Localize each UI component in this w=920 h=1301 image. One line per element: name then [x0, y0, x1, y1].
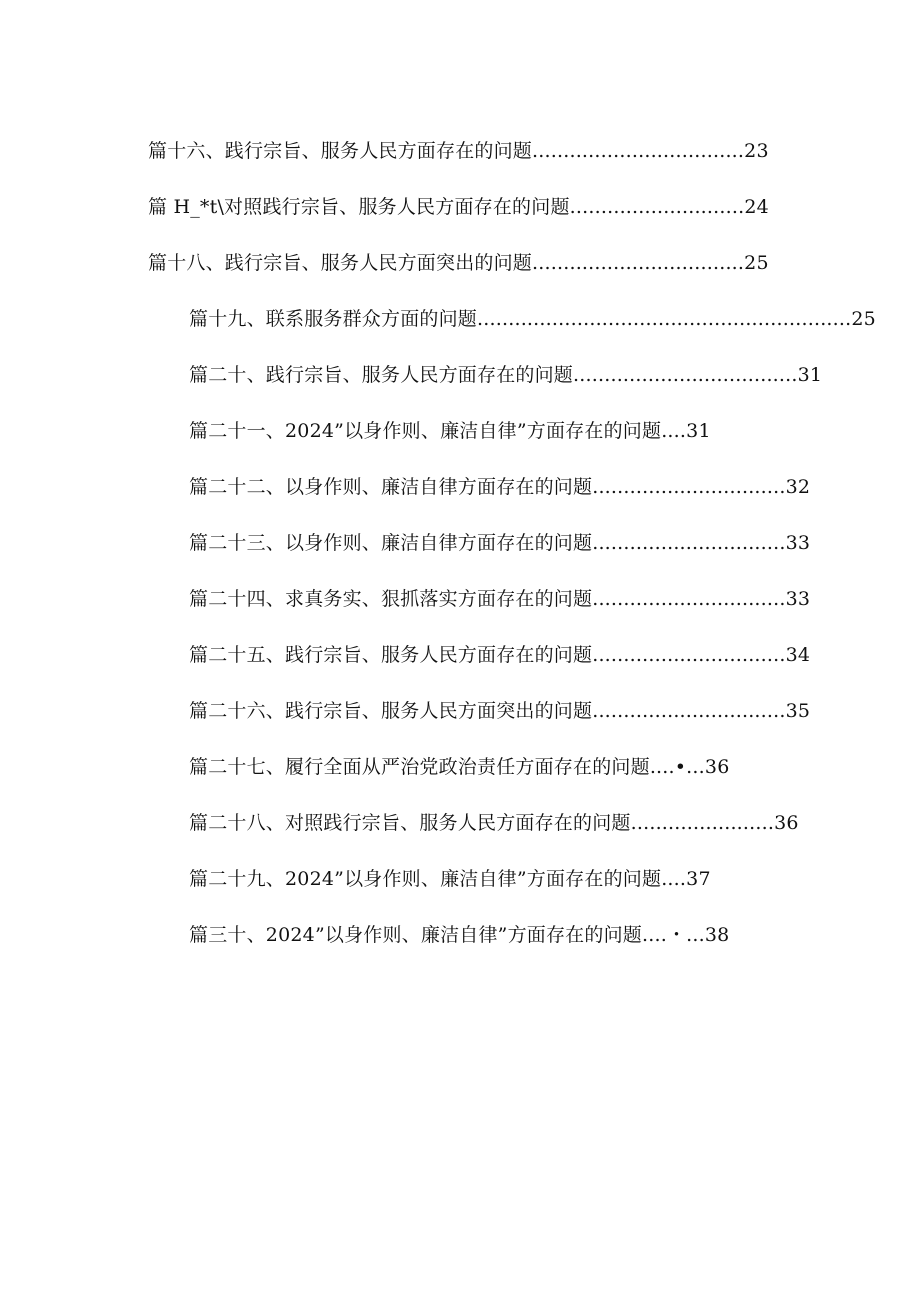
toc-dot-leader: ....: [661, 868, 687, 890]
toc-entry[interactable]: [0, 296, 920, 352]
toc-page-number: 35: [785, 700, 811, 722]
toc-entry[interactable]: [0, 800, 920, 856]
toc-entry[interactable]: [0, 576, 920, 632]
toc-entry[interactable]: [0, 184, 920, 240]
toc-entry[interactable]: [0, 744, 920, 800]
toc-dot-leader: ....•...: [649, 756, 705, 778]
toc-entry-title: 篇二十三、以身作则、廉洁自律方面存在的问题: [189, 532, 593, 554]
toc-dot-leader: ............................................................: [477, 308, 852, 330]
toc-dot-leader: ..................................: [532, 252, 745, 274]
toc-page-number: 33: [785, 588, 811, 610]
toc-page-number: 25: [744, 252, 769, 274]
toc-dot-leader: ...............................: [592, 644, 786, 666]
toc-dot-leader: ...............................: [592, 588, 786, 610]
table-of-contents: [0, 128, 920, 968]
toc-dot-leader: ...............................: [592, 700, 786, 722]
toc-page-number: 25: [851, 308, 876, 330]
toc-entry-title: 篇 H_*t\对照践行宗旨、服务人民方面存在的问题: [148, 196, 570, 218]
toc-dot-leader: .......................: [630, 812, 775, 834]
toc-entry[interactable]: [0, 240, 920, 296]
toc-entry[interactable]: [0, 912, 920, 968]
toc-page-number: 31: [797, 364, 823, 386]
toc-page-number: 31: [686, 420, 711, 442]
toc-entry-title: 篇二十、践行宗旨、服务人民方面存在的问题: [189, 364, 574, 386]
toc-page-number: 38: [704, 924, 730, 946]
toc-dot-leader: ...............................: [592, 476, 786, 498]
toc-entry[interactable]: [0, 352, 920, 408]
toc-page-number: 23: [744, 140, 769, 162]
toc-entry-title: 篇二十一、2024”以身作则、廉洁自律”方面存在的问题: [189, 420, 662, 442]
toc-entry-title: 篇三十、2024”以身作则、廉洁自律”方面存在的问题: [189, 924, 642, 946]
toc-page-number: 32: [785, 476, 811, 498]
toc-entry-title: 篇二十六、践行宗旨、服务人民方面突出的问题: [189, 700, 593, 722]
toc-entry[interactable]: [0, 464, 920, 520]
toc-entry-title: 篇二十七、履行全面从严治党政治责任方面存在的问题: [189, 756, 650, 778]
toc-dot-leader: ....・...: [641, 924, 705, 946]
toc-entry-title: 篇二十九、2024”以身作则、廉洁自律”方面存在的问题: [189, 868, 662, 890]
toc-entry[interactable]: [0, 688, 920, 744]
toc-entry-title: 篇二十五、践行宗旨、服务人民方面存在的问题: [189, 644, 593, 666]
toc-page-number: 36: [704, 756, 730, 778]
toc-entry-title: 篇二十四、求真务实、狠抓落实方面存在的问题: [189, 588, 593, 610]
toc-entry[interactable]: [0, 408, 920, 464]
toc-dot-leader: ..................................: [532, 140, 745, 162]
toc-entry-title: 篇二十八、对照践行宗旨、服务人民方面存在的问题: [189, 812, 631, 834]
toc-page-number: 33: [785, 532, 811, 554]
toc-entry[interactable]: [0, 128, 920, 184]
toc-page-number: 24: [744, 196, 769, 218]
toc-entry[interactable]: [0, 520, 920, 576]
toc-entry-title: 篇十八、践行宗旨、服务人民方面突出的问题: [148, 252, 533, 274]
toc-entry[interactable]: [0, 632, 920, 688]
toc-entry[interactable]: [0, 856, 920, 912]
toc-dot-leader: ....: [661, 420, 687, 442]
toc-entry-title: 篇十六、践行宗旨、服务人民方面存在的问题: [148, 140, 533, 162]
toc-page-number: 34: [785, 644, 811, 666]
toc-page-number: 36: [774, 812, 799, 834]
toc-entry-title: 篇十九、联系服务群众方面的问题: [189, 308, 478, 330]
toc-dot-leader: ....................................: [573, 364, 798, 386]
toc-page-number: 37: [686, 868, 711, 890]
toc-entry-title: 篇二十二、以身作则、廉洁自律方面存在的问题: [189, 476, 593, 498]
toc-dot-leader: ...............................: [592, 532, 786, 554]
toc-dot-leader: ............................: [569, 196, 745, 218]
